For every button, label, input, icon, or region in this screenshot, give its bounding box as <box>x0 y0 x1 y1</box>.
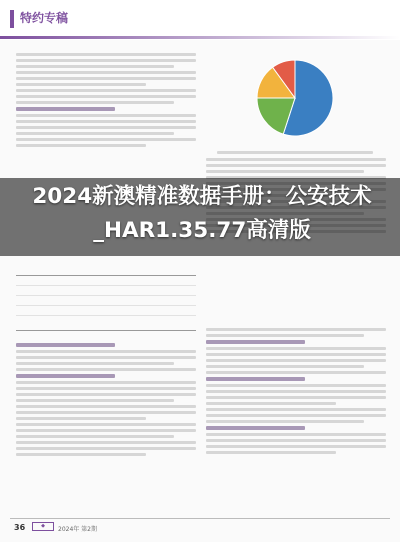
text-line <box>16 381 196 384</box>
banner-headline: 2024新澳精准数据手册：公安技术_HAR1.35.77高清版 <box>32 184 372 243</box>
pie-chart <box>206 48 384 148</box>
text-line <box>16 95 196 98</box>
subheading-line <box>206 340 305 344</box>
table-row <box>16 298 196 306</box>
text-line <box>206 408 386 411</box>
text-line <box>206 328 386 331</box>
text-line <box>16 429 196 432</box>
table-row <box>16 308 196 316</box>
subheading-line <box>206 377 305 381</box>
pie-chart-svg <box>206 48 384 148</box>
text-line <box>16 423 196 426</box>
text-line <box>206 384 386 387</box>
text-line <box>16 447 196 450</box>
text-line <box>206 164 386 167</box>
text-line <box>16 350 196 353</box>
text-line <box>206 170 364 173</box>
subheading-line <box>16 107 115 111</box>
text-line <box>16 356 196 359</box>
text-line <box>16 387 196 390</box>
text-line <box>16 138 196 141</box>
subheading-line <box>16 374 115 378</box>
text-line <box>16 405 196 408</box>
data-table <box>16 275 196 331</box>
left-text-column <box>16 50 196 150</box>
subheading-line <box>206 426 305 430</box>
text-line <box>206 347 386 350</box>
text-line <box>16 393 196 396</box>
header-divider <box>0 36 400 39</box>
text-line <box>206 396 386 399</box>
text-line <box>206 158 386 161</box>
issue-label: 2024年 第2期 <box>58 526 97 533</box>
text-line <box>16 144 146 147</box>
text-line <box>16 453 146 456</box>
page-number: 36 <box>14 523 26 532</box>
text-line <box>16 65 174 68</box>
text-line <box>16 362 174 365</box>
text-line <box>16 59 196 62</box>
text-line <box>16 77 196 80</box>
table-row <box>16 288 196 296</box>
text-line <box>206 371 386 374</box>
text-line <box>206 402 336 405</box>
text-line <box>16 83 146 86</box>
text-line <box>16 53 196 56</box>
text-line <box>16 126 196 129</box>
text-line <box>16 411 196 414</box>
text-line <box>206 365 364 368</box>
text-line <box>206 420 364 423</box>
left-text-column-lower <box>16 340 196 459</box>
text-line <box>206 433 386 436</box>
subheading-line <box>16 343 115 347</box>
text-line <box>16 71 196 74</box>
text-line <box>206 359 386 362</box>
text-line <box>16 132 174 135</box>
text-line <box>16 368 196 371</box>
section-title: 特约专稿 <box>20 11 69 25</box>
text-line <box>16 101 174 104</box>
text-line <box>206 353 386 356</box>
text-line <box>16 120 196 123</box>
journal-logo-icon: ◆ <box>32 522 54 531</box>
text-line <box>206 390 386 393</box>
text-line <box>206 334 364 337</box>
text-line <box>16 435 174 438</box>
table-row <box>16 278 196 286</box>
text-line <box>206 445 386 448</box>
text-line <box>16 114 196 117</box>
text-line <box>16 441 196 444</box>
text-line <box>206 439 386 442</box>
section-header <box>0 0 400 40</box>
header-accent-bar <box>10 10 14 28</box>
text-line <box>16 399 174 402</box>
footer-divider <box>10 518 390 519</box>
text-line <box>206 414 386 417</box>
caption-line <box>217 151 374 154</box>
text-line <box>16 417 146 420</box>
text-line <box>16 89 196 92</box>
text-line <box>206 451 336 454</box>
